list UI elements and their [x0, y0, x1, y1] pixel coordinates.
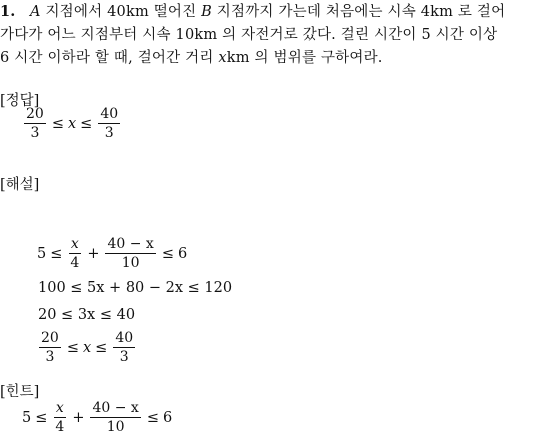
solution-label: [해설] [0, 177, 40, 193]
problem-line-2 [0, 26, 497, 44]
solution-step4-fraction-right: $\frac{40}{3}$ [115, 330, 134, 365]
solution-step-1: 5 ≤ $\frac{x}{4}$ + $\frac{40 - x}{10}$ ≤ 6 [37, 236, 188, 271]
problem-text-1b: 지점에서 40km 떨어진 [40, 4, 202, 20]
solution-step-2: 100 ≤ 5x + 80 − 2x ≤ 120 [38, 280, 233, 296]
answer-expression: $\frac{20}{3}$ ≤ x ≤ $\frac{40}{3}$ [26, 106, 119, 141]
point-a-label: A [29, 4, 41, 20]
problem-text-3a: 6 시간 이하라 할 때, 걸어간 거리 [0, 50, 219, 66]
hint-fraction-x-over-4: $\frac{x}{4}$ [55, 400, 65, 435]
problem-text-2: 가다가 어느 지점부터 시속 10km 의 자전거로 갔다. 걸린 시간이 5 시간 이상 [0, 27, 498, 43]
problem-line-3 [0, 49, 383, 67]
hint-fraction-40-minus-x-over-10: $\frac{40 - x}{10}$ [92, 400, 139, 435]
answer-fraction-left: $\frac{20}{3}$ [26, 106, 44, 141]
solution-step-3: 20 ≤ 3x ≤ 40 [38, 307, 136, 323]
solution-step-4: $\frac{20}{3}$ ≤ x ≤ $\frac{40}{3}$ [41, 330, 134, 365]
answer-label: [정답] [0, 93, 40, 109]
problem-variable: x [218, 50, 227, 66]
solution-step4-fraction-left: $\frac{20}{3}$ [41, 330, 59, 365]
solution-step1-fraction-40-minus-x-over-10: $\frac{40 - x}{10}$ [107, 236, 154, 271]
problem-text-3b: km 의 범위를 구하여라. [226, 50, 383, 66]
problem-text-1d: 지점까지 가는데 처음에는 시속 4km 로 걸어 [212, 4, 506, 20]
problem-number: 1. [0, 3, 16, 20]
hint-label: [힌트] [0, 384, 40, 400]
hint-expression: 5 ≤ $\frac{x}{4}$ + $\frac{40 - x}{10}$ ≤ 6 [22, 400, 173, 435]
answer-fraction-right: $\frac{40}{3}$ [100, 106, 119, 141]
point-b-label: B [201, 4, 212, 20]
solution-step1-fraction-x-over-4: $\frac{x}{4}$ [70, 236, 80, 271]
problem-line-1 [0, 3, 505, 21]
